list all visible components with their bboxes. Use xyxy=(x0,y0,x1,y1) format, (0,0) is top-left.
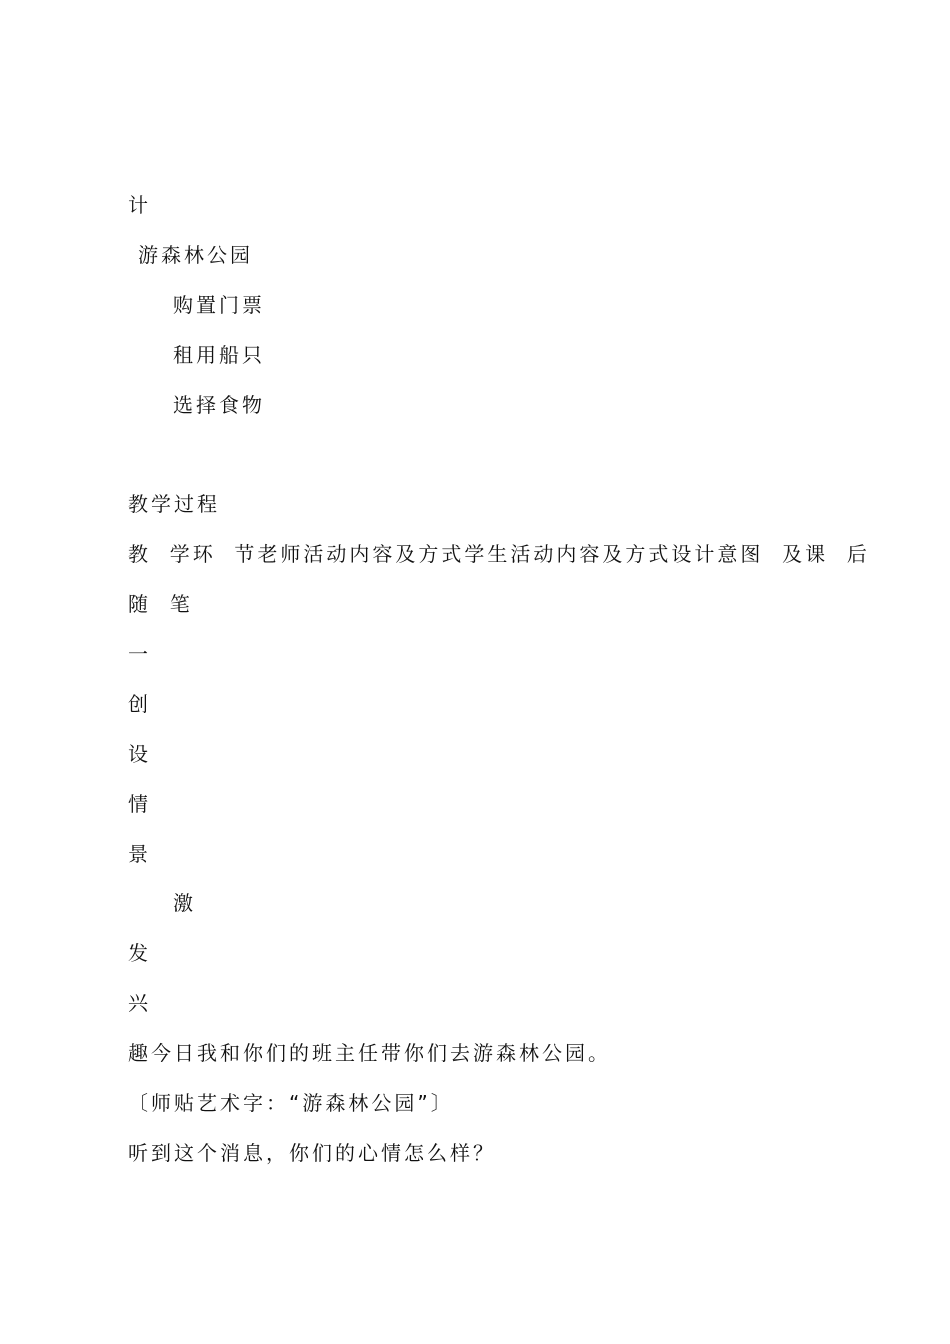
vertical-text-char: 兴 xyxy=(128,991,151,1015)
vertical-text-char: 景 xyxy=(128,842,151,866)
paragraph-line: 听到这个消息，你们的心情怎么样？ xyxy=(128,1141,496,1165)
board-item-boats: 租用船只 xyxy=(173,343,265,367)
paragraph-line: 趣今日我和你们的班主任带你们去游森林公园。 xyxy=(128,1041,611,1065)
board-title-line: 游森林公园 xyxy=(138,243,253,267)
table-header-continuation: 随 笔 xyxy=(128,592,193,616)
section-heading-teaching-process: 教学过程 xyxy=(128,492,220,516)
board-item-food: 选择食物 xyxy=(173,393,265,417)
paragraph-line: 〔师贴艺术字：“游森林公园”〕 xyxy=(128,1091,454,1115)
vertical-text-char: 创 xyxy=(128,692,151,716)
vertical-text-char: 激 xyxy=(173,891,196,915)
vertical-text-char: 设 xyxy=(128,742,151,766)
board-item-tickets: 购置门票 xyxy=(173,293,265,317)
vertical-text-char: 情 xyxy=(128,792,151,816)
text-line-ji: 计 xyxy=(128,193,151,217)
vertical-text-char: 发 xyxy=(128,941,151,965)
vertical-text-char: 一 xyxy=(128,642,151,666)
table-header-line: 教 学环 节老师活动内容及方式学生活动内容及方式设计意图 及课 后 xyxy=(128,542,870,566)
